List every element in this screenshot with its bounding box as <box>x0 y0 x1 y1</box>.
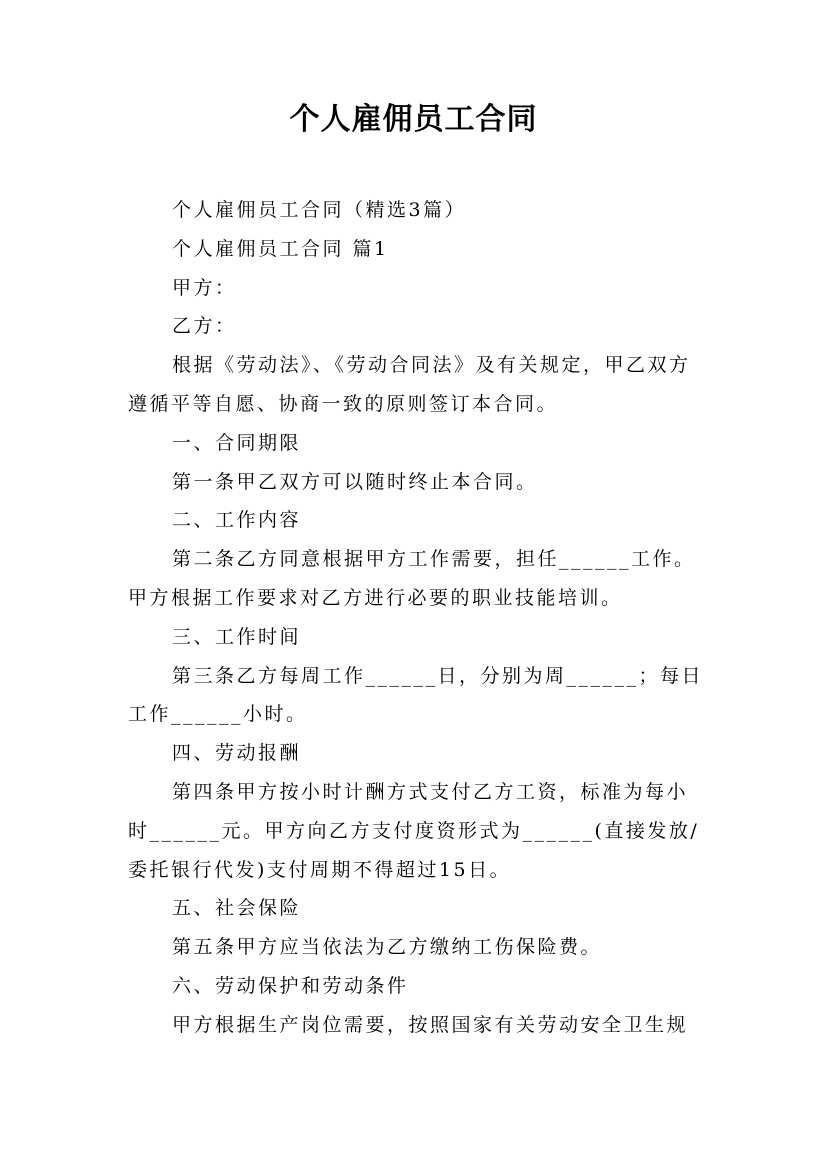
clause-4: 第四条甲方按小时计酬方式支付乙方工资，标准为每小时______元。甲方向乙方支付度资形式为______(直接发放/委托银行代发)支付周期不得超过15日。 <box>128 780 700 881</box>
clause-3: 第三条乙方每周工作______日，分别为周______；每日工作______小时。 <box>128 664 704 726</box>
party-b-label: 乙方： <box>172 315 237 338</box>
clause-heading-term: 一、合同期限 <box>172 431 302 454</box>
clause-5: 第五条甲方应当依法为乙方缴纳工伤保险费。 <box>172 936 603 959</box>
doc-subtitle: 个人雇佣员工合同（精选3篇） <box>172 199 467 221</box>
clause-1: 第一条甲乙双方可以随时终止本合同。 <box>172 470 538 493</box>
clause-6-partial: 甲方根据生产岗位需要，按照国家有关劳动安全卫生规 <box>172 1013 689 1036</box>
preamble-paragraph: 根据《劳动法》、《劳动合同法》及有关规定，甲乙双方遵循平等自愿、协商一致的原则签订本合同。 <box>128 354 691 415</box>
clause-heading-work-content: 二、工作内容 <box>172 509 302 532</box>
clause-heading-labor-protection: 六、劳动保护和劳动条件 <box>172 974 409 997</box>
document-body <box>128 191 708 1045</box>
clause-heading-insurance: 五、社会保险 <box>172 897 302 920</box>
section-heading: 个人雇佣员工合同 篇1 <box>172 237 389 260</box>
clause-heading-work-hours: 三、工作时间 <box>172 625 302 648</box>
clause-2: 第二条乙方同意根据甲方工作需要，担任______工作。甲方根据工作要求对乙方进行必要的职业技能培训。 <box>128 548 696 609</box>
document-title: 个人雇佣员工合同 <box>289 102 538 137</box>
clause-heading-pay: 四、劳动报酬 <box>172 742 302 765</box>
party-a-label: 甲方： <box>172 276 237 299</box>
